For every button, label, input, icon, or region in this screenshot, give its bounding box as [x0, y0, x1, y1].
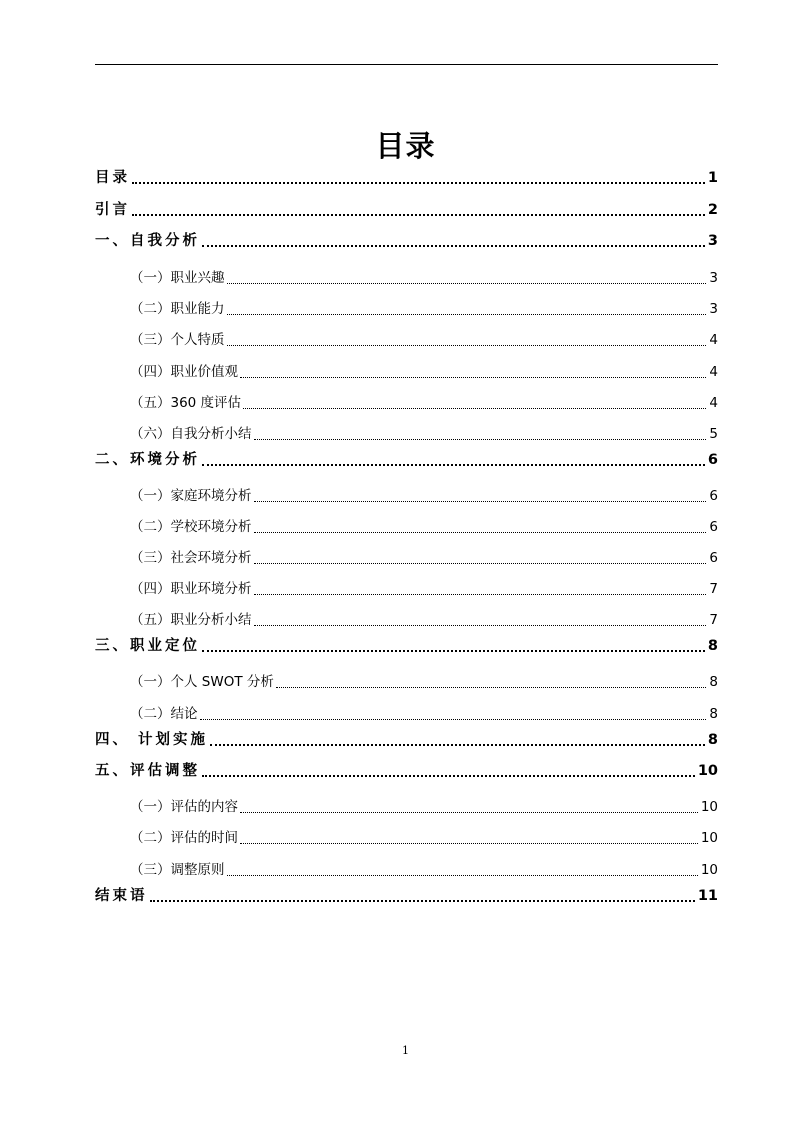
toc-entry-title: （五）职业分析小结	[130, 612, 252, 628]
toc-dot-leader	[240, 843, 698, 844]
toc-dot-leader	[254, 532, 707, 533]
toc-dot-leader	[254, 501, 707, 502]
toc-entry[interactable]	[130, 391, 718, 413]
toc-dot-leader	[227, 314, 707, 315]
toc-entry-title: （一）家庭环境分析	[130, 488, 252, 504]
toc-dot-leader	[200, 719, 707, 720]
toc-page-number: 11	[697, 888, 718, 904]
toc-page-number: 10	[700, 830, 718, 846]
toc-page-number: 8	[707, 732, 718, 748]
toc-entry-title: （三）个人特质	[130, 332, 225, 348]
toc-entry[interactable]	[95, 759, 718, 781]
toc-entry-title: （四）职业环境分析	[130, 581, 252, 597]
toc-dot-leader	[202, 464, 705, 466]
toc-dot-leader	[254, 439, 707, 440]
toc-page-number: 2	[707, 202, 718, 218]
toc-page-number: 7	[709, 581, 718, 597]
toc-entry[interactable]	[130, 328, 718, 350]
toc-page-number: 8	[709, 706, 718, 722]
toc-entry[interactable]	[95, 884, 718, 906]
toc-entry[interactable]	[130, 826, 718, 848]
toc-dot-leader	[210, 744, 705, 746]
toc-entry[interactable]	[130, 422, 718, 444]
toc-entry-title: 一、自我分析	[95, 233, 200, 249]
toc-page-number: 6	[709, 519, 718, 535]
toc-dot-leader	[202, 245, 705, 247]
toc-dot-leader	[276, 687, 707, 688]
toc-entry[interactable]	[130, 266, 718, 288]
toc-entry[interactable]	[130, 670, 718, 692]
toc-entry-title: 三、职业定位	[95, 638, 200, 654]
toc-page-number: 6	[709, 488, 718, 504]
toc-page-number: 5	[709, 426, 718, 442]
toc-entry[interactable]	[130, 577, 718, 599]
toc-dot-leader	[254, 594, 707, 595]
toc-entry-title: （二）职业能力	[130, 301, 225, 317]
toc-entry-title: （五）360 度评估	[130, 395, 242, 411]
toc-dot-leader	[132, 214, 705, 216]
toc-entry-title: 结束语	[95, 888, 148, 904]
footer-page-number: 1	[402, 1044, 409, 1057]
toc-entry[interactable]	[95, 728, 718, 750]
toc-entry-title: （三）调整原则	[130, 862, 225, 878]
toc-entry[interactable]	[130, 484, 718, 506]
toc-entry-title: 二、环境分析	[95, 452, 200, 468]
toc-page-number: 3	[709, 301, 718, 317]
toc-dot-leader	[240, 812, 698, 813]
toc-dot-leader	[227, 345, 707, 346]
toc-page-number: 10	[700, 799, 718, 815]
toc-entry[interactable]	[130, 546, 718, 568]
toc-page-number: 3	[707, 233, 718, 249]
toc-entry-title: （二）结论	[130, 706, 198, 722]
toc-entry-title: （三）社会环境分析	[130, 550, 252, 566]
toc-entry-title: （一）评估的内容	[130, 799, 238, 815]
toc-page-number: 1	[707, 170, 718, 186]
toc-entry-title: 目录	[95, 170, 130, 186]
toc-entry[interactable]	[95, 448, 718, 470]
toc-page-number: 6	[709, 550, 718, 566]
toc-entry[interactable]	[95, 634, 718, 656]
toc-dot-leader	[243, 408, 706, 409]
toc-dot-leader	[240, 377, 706, 378]
toc-entry-title: 四、 计划实施	[95, 732, 209, 748]
toc-entry[interactable]	[95, 166, 718, 188]
toc-entry-title: 五、评估调整	[95, 763, 200, 779]
toc-entry[interactable]	[130, 702, 718, 724]
toc-page-number: 8	[707, 638, 718, 654]
toc-page-number: 8	[709, 674, 718, 690]
toc-page-number: 4	[709, 332, 718, 348]
toc-dot-leader	[254, 563, 707, 564]
page-title: 目录	[375, 129, 436, 163]
toc-entry-title: （二）学校环境分析	[130, 519, 252, 535]
toc-entry-title: （一）个人 SWOT 分析	[130, 674, 274, 690]
toc-dot-leader	[202, 775, 695, 777]
toc-entry-title: （二）评估的时间	[130, 830, 238, 846]
toc-dot-leader	[227, 875, 698, 876]
toc-entry[interactable]	[130, 515, 718, 537]
toc-entry-title: （四）职业价值观	[130, 364, 238, 380]
toc-page-number: 10	[700, 862, 718, 878]
toc-page-number: 10	[697, 763, 718, 779]
toc-entry[interactable]	[130, 858, 718, 880]
toc-dot-leader	[227, 283, 707, 284]
toc-page-number: 6	[707, 452, 718, 468]
toc-entry-title: （六）自我分析小结	[130, 426, 252, 442]
toc-entry[interactable]	[95, 229, 718, 251]
toc-page-number: 7	[709, 612, 718, 628]
toc-entry[interactable]	[130, 360, 718, 382]
toc-page-number: 4	[709, 395, 718, 411]
toc-entry[interactable]	[130, 608, 718, 630]
toc-entry-title: （一）职业兴趣	[130, 270, 225, 286]
toc-entry-title: 引言	[95, 202, 130, 218]
toc-dot-leader	[202, 650, 705, 652]
toc-entry[interactable]	[95, 198, 718, 220]
toc-page-number: 4	[709, 364, 718, 380]
toc-entry[interactable]	[130, 795, 718, 817]
toc-dot-leader	[254, 625, 707, 626]
toc-dot-leader	[150, 900, 695, 902]
toc-entry[interactable]	[130, 297, 718, 319]
toc-page-number: 3	[709, 270, 718, 286]
toc-dot-leader	[132, 182, 705, 184]
